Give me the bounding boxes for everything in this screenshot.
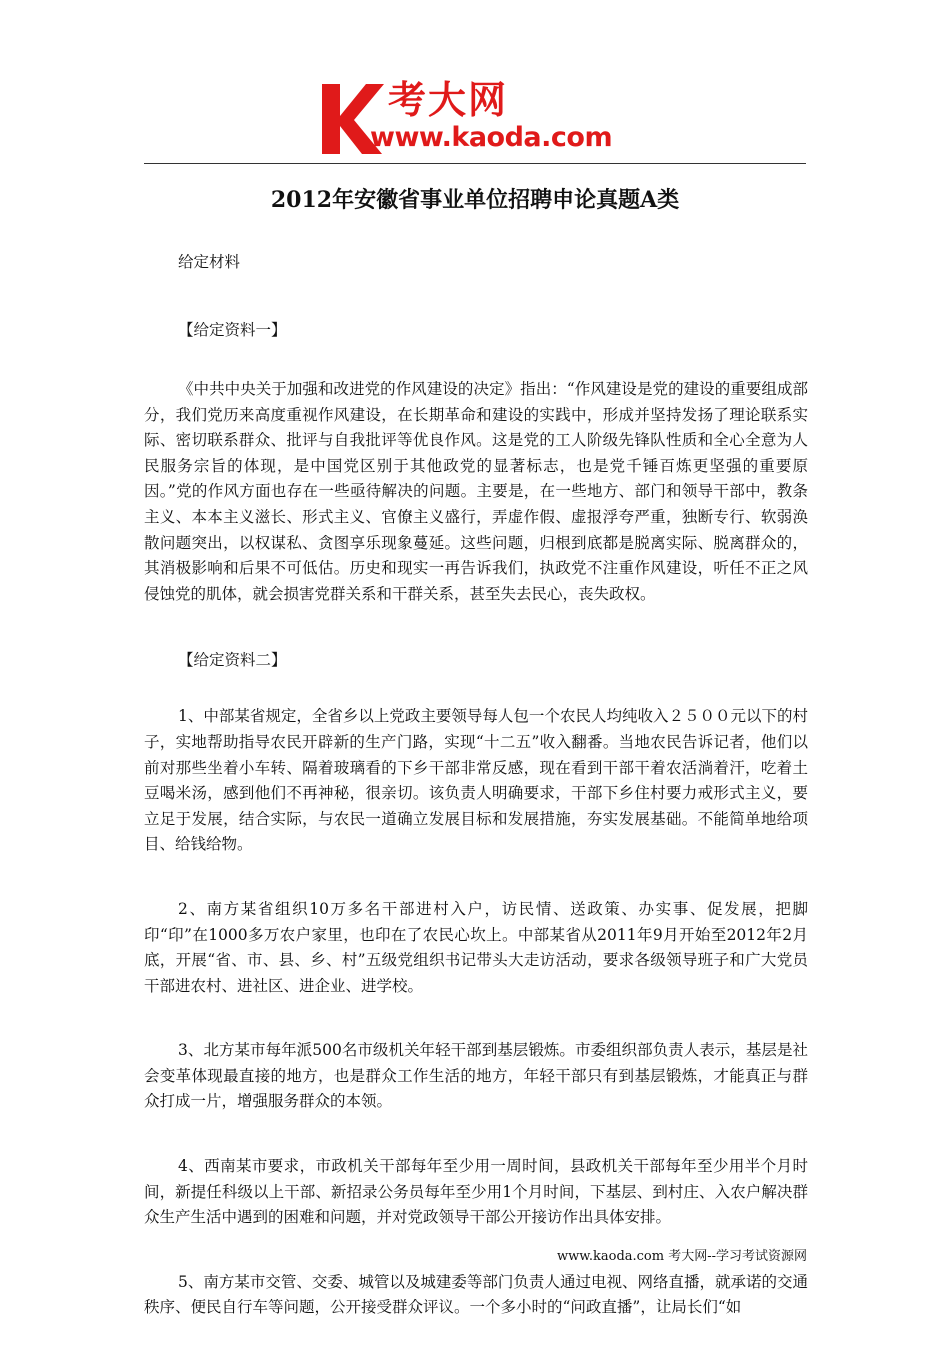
page-title: 2012年安徽省事业单位招聘申论真题A类 <box>270 187 680 213</box>
material-one-paragraph: 《中共中央关于加强和改进党的作风建设的决定》指出：“作风建设是党的建设的重要组成部分，我们党历来高度重视作风建设，在长期革命和建设的实践中，形成并坚持发扬了理论联系实际、密切联系群众、批评与自我批评等优良作风。这是党的工人阶级先锋队性质和全心全意为人民服务宗旨的体现，是中国党区别于其他政党的显著标志，也是党千锤百炼更坚强的重要原因。”党的作风方面也存在一些亟待解决的问题。主要是，在一些地方、部门和领导干部中，教条主义、本本主义滋长、形式主义、官僚主义盛行，弄虚作假、虚报浮夸严重，独断专行、软弱涣散问题突出，以权谋私、贪图享乐现象蔓延。这些问题，归根到底都是脱离实际、脱离群众的，其消极影响和后果不可低估。历史和现实一再告诉我们，执政党不注重作风建设，听任不正之风侵蚀党的肌体，就会损害党群关系和干群关系，甚至失去民心，丧失政权。 <box>144 380 808 603</box>
header-divider <box>144 163 806 164</box>
logo-url: www.kaoda.com <box>370 122 613 153</box>
material-two-item: 4、西南某市要求，市政机关干部每年至少用一周时间，县政机关干部每年至少用半个月时间，新提任科级以上干部、新招录公务员每年至少用1个月时间，下基层、到村庄、入农户解决群众生产生活中遇到的困难和问题，并对党政领导干部公开接访作出具体安排。 <box>144 1157 808 1227</box>
material-two-item: 1、中部某省规定，全省乡以上党政主要领导每人包一个农民人均纯收入２５００元以下的村子，实地帮助指导农民开辟新的生产门路，实现“十二五”收入翻番。当地农民告诉记者，他们以前对那些坐着小车转、隔着玻璃看的下乡干部非常反感，现在看到干部干着农活淌着汗，吃着土豆喝米汤，感到他们不再神秘，很亲切。该负责人明确要求，干部下乡住村要力戒形式主义，要立足于发展，结合实际，与农民一道确立发展目标和发展措施，夯实发展基础。不能简单地给项目、给钱给物。 <box>144 707 808 854</box>
logo-brand-cn: 考大网 <box>388 78 509 122</box>
footer-source: www.kaoda.com 考大网--学习考试资源网 <box>557 1249 807 1264</box>
kaoda-logo <box>318 78 648 158</box>
material-two-item: 3、北方某市每年派500名市级机关年轻干部到基层锻炼。市委组织部负责人表示，基层是社会变革体现最直接的地方，也是群众工作生活的地方，年轻干部只有到基层锻炼，才能真正与群众打成一片，增强服务群众的本领。 <box>144 1041 808 1111</box>
material-two-item: 2、南方某省组织10万多名干部进村入户，访民情、送政策、办实事、促发展，把脚印“印”在1000多万农户家里，也印在了农民心坎上。中部某省从2011年9月开始至2012年2月底，开展“省、市、县、乡、村”五级党组织书记带头大走访活动，要求各级领导班子和广大党员干部进农村、进社区、进企业、进学校。 <box>144 899 808 995</box>
document-body <box>144 248 808 1360</box>
material-two-heading: 【给定资料二】 <box>178 651 287 670</box>
material-two-item: 5、南方某市交管、交委、城管以及城建委等部门负责人通过电视、网络直播，就承诺的交通秩序、便民自行车等问题，公开接受群众评议。一个多小时的“问政直播”，让局长们“如 <box>144 1272 808 1317</box>
given-materials-heading: 给定材料 <box>178 253 241 271</box>
material-one-heading: 【给定资料一】 <box>178 321 287 339</box>
